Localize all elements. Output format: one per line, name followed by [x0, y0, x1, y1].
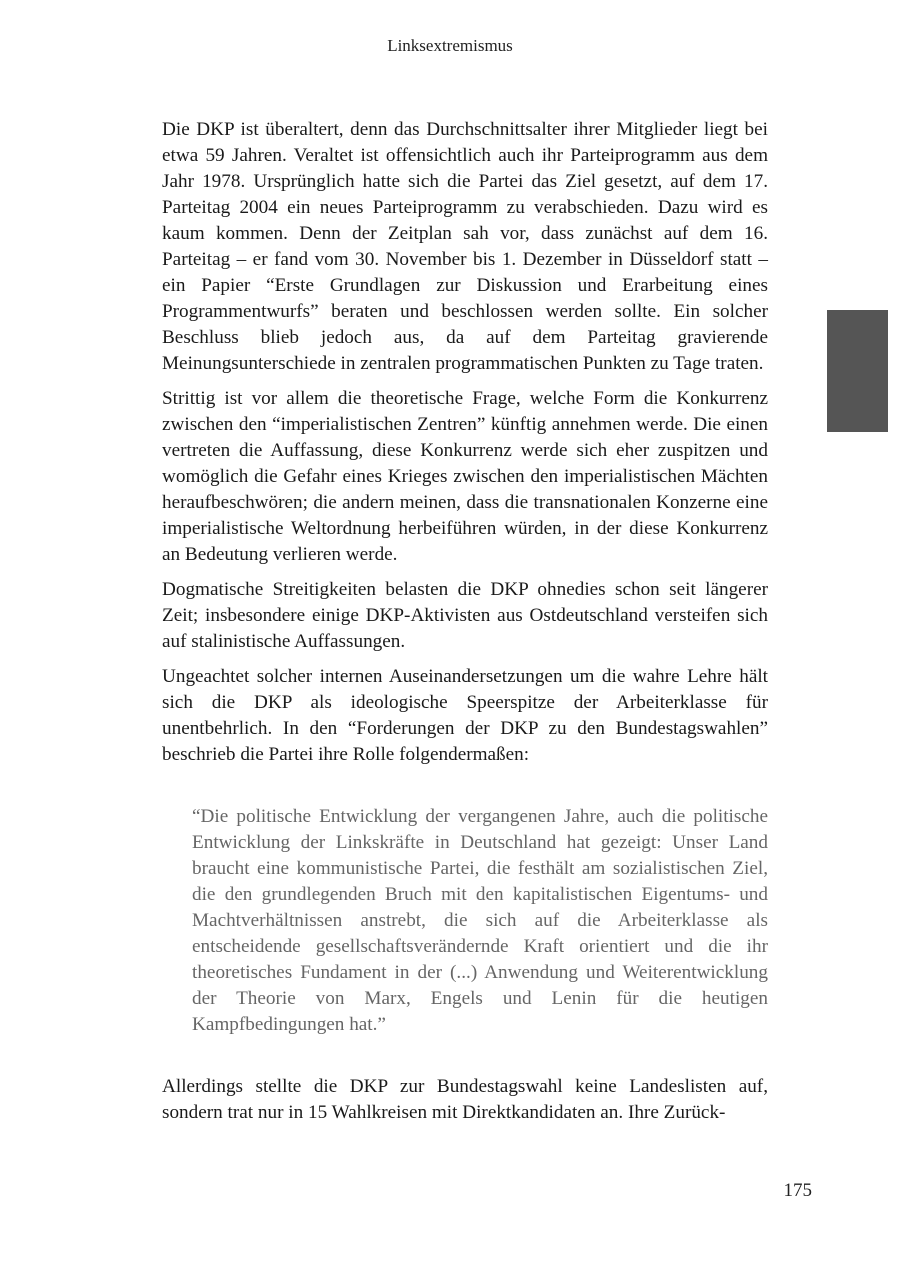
paragraph: Strittig ist vor allem die theoretische Frage, welche Form die Konkurrenz zwischen den “imperialistischen Zentren” künftig annehmen werde. Die einen vertreten die Auffassung, diese Konkurrenz werde sich eher zuspitzen und womöglich die Gefahr eines Krieges zwischen den imperialistischen Mächten heraufbeschwören; die andern meinen, dass die transnationalen Konzerne eine imperialistische Weltordnung herbeiführen würden, in der diese Konkurrenz an Bedeutung verlieren werde. [162, 388, 768, 565]
page-number: 175 [783, 1180, 812, 1201]
chapter-thumb-tab [827, 310, 888, 432]
paragraph: Ungeachtet solcher internen Auseinandersetzungen um die wahre Lehre hält sich die DKP als ideologische Speerspitze der Arbeiterklasse für unentbehrlich. In den “Forderungen der DKP zu den Bundestagswahlen” beschrieb die Partei ihre Rolle folgendermaßen: [162, 666, 768, 765]
paragraph: Allerdings stellte die DKP zur Bundestagswahl keine Landeslisten auf, sondern trat nur in 15 Wahlkreisen mit Direktkandidaten an. Ihre Zurück- [162, 1076, 768, 1123]
paragraph: Die DKP ist überaltert, denn das Durchschnittsalter ihrer Mitglieder liegt bei etwa 59 Jahren. Veraltet ist offensichtlich auch ihr Parteiprogramm aus dem Jahr 1978. Ursprünglich hatte sich die Partei das Ziel gesetzt, auf dem 17. Parteitag 2004 ein neues Parteiprogramm zu verabschieden. Dazu wird es kaum kommen. Denn der Zeitplan sah vor, dass zunächst auf dem 16. Parteitag – er fand vom 30. November bis 1. Dezember in Düsseldorf statt – ein Papier “Erste Grundlagen zur Diskussion und Erarbeitung eines Programmentwurfs” beraten und beschlossen werden sollte. Ein solcher Beschluss blieb jedoch aus, da auf dem Parteitag gravierende Meinungsunterschiede in zentralen programmatischen Punkten zu Tage traten. [162, 119, 768, 374]
block-quote: “Die politische Entwicklung der vergangenen Jahre, auch die politische Entwicklung der Linkskräfte in Deutschland hat gezeigt: Unser Land braucht eine kommunistische Partei, die festhält am sozialistischen Ziel, die den grundlegenden Bruch mit den kapitalistischen Eigentums- und Machtverhältnissen anstrebt, die sich auf die Arbeiterklasse als entscheidende gesellschaftsverändernde Kraft orientiert und die ihr theoretisches Fundament in der (...) Anwendung und Weiterentwicklung der Theorie von Marx, Engels und Lenin für die heutigen Kampfbedingungen hat.” [192, 806, 768, 1035]
body-text [162, 117, 768, 1135]
paragraph: Dogmatische Streitigkeiten belasten die DKP ohnedies schon seit längerer Zeit; insbesondere einige DKP-Aktivisten aus Ostdeutschland versteifen sich auf stalinistische Auffassungen. [162, 579, 768, 652]
running-head: Linksextremismus [387, 36, 513, 55]
